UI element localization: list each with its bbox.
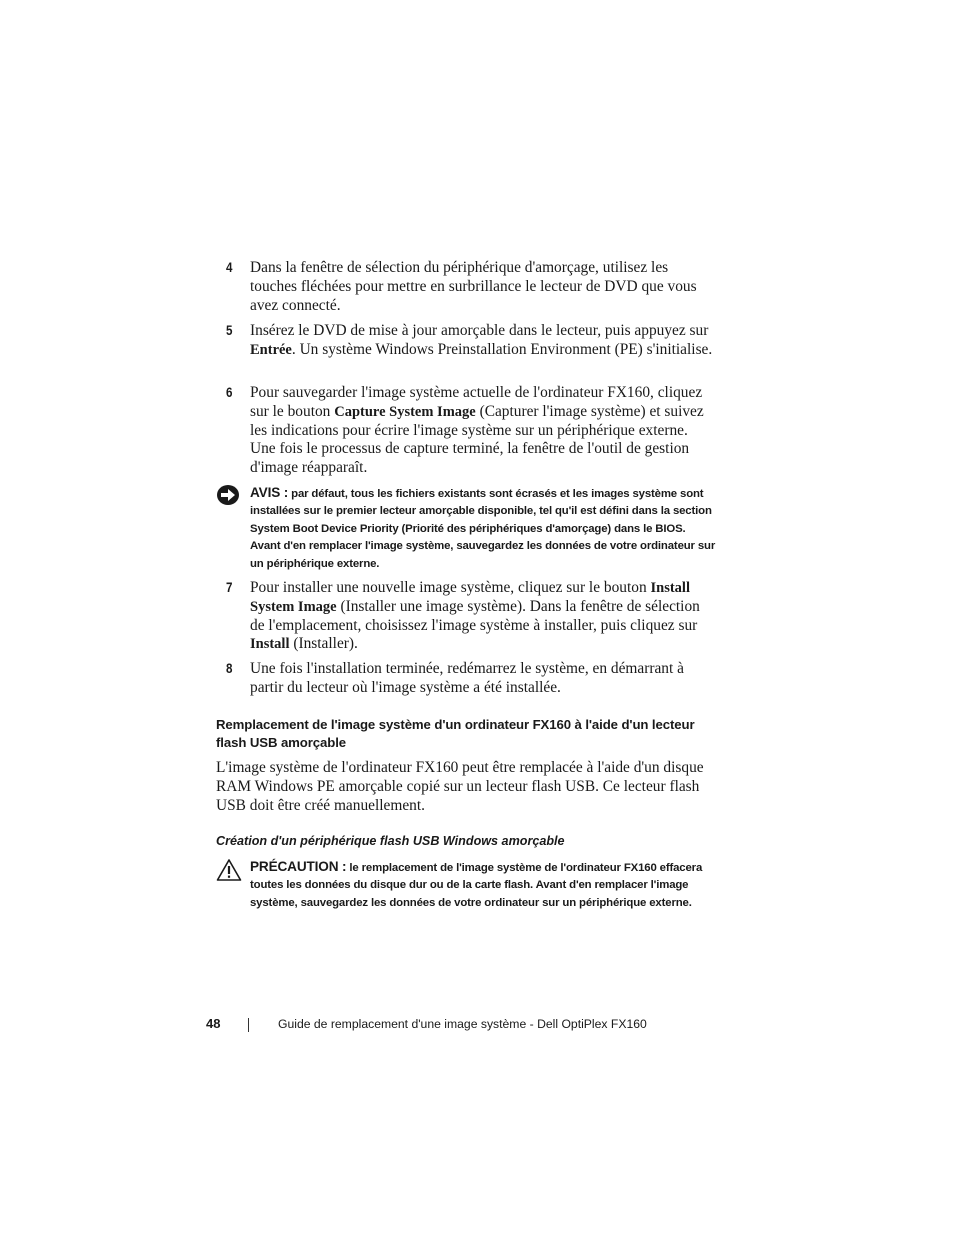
- caution-label: PRÉCAUTION :: [250, 859, 347, 874]
- step-number: 8: [226, 661, 233, 676]
- ui-term-entree: Entrée: [250, 341, 292, 358]
- step-number: 6: [226, 385, 233, 400]
- notice-text: [250, 484, 716, 573]
- step-7: [226, 579, 716, 654]
- section-paragraph: L'image système de l'ordinateur FX160 peut être remplacée à l'aide d'un disque RAM Windows PE amorçable copié sur un lecteur flash USB. Ce lecteur flash USB doit être créé manuellement.: [216, 759, 704, 814]
- step-6: [226, 384, 716, 478]
- step-text: [250, 660, 716, 698]
- step-5: [226, 322, 716, 360]
- ui-term-install: Install: [250, 636, 290, 653]
- step-text-part: (Installer).: [289, 635, 358, 653]
- step-text-content: Une fois l'installation terminée, redémarrez le système, en démarrant à partir du lecteur où l'image système a été installée.: [250, 660, 684, 696]
- step-text: [250, 322, 716, 360]
- step-text: [250, 384, 716, 478]
- page-number: 48: [206, 1016, 221, 1031]
- step-text-content: Dans la fenêtre de sélection du périphérique d'amorçage, utilisez les touches fléchées pour mettre en surbrillance le lecteur de DVD que vous avez connecté.: [250, 259, 697, 314]
- step-number: 5: [226, 323, 233, 338]
- step-8: [226, 660, 716, 698]
- step-text: [250, 259, 716, 315]
- caution-triangle-icon: [216, 858, 242, 887]
- step-number: 7: [226, 580, 233, 595]
- caution-text: [250, 858, 716, 912]
- step-text-part: Pour installer une nouvelle image système, cliquez sur le bouton: [250, 579, 651, 596]
- step-text-part: Pour sauvegarder l'image système actuelle de l'ordinateur FX160, cliquez sur le bouton: [250, 384, 703, 420]
- step-text-part: Insérez le DVD de mise à jour amorçable dans le lecteur, puis appuyez sur: [250, 322, 709, 339]
- notice-box: [216, 484, 716, 573]
- caution-body: le remplacement de l'image système de l'ordinateur FX160 effacera toutes les données du disque dur ou de la carte flash. Avant d'en remplacer l'image système, sauvegardez les données de votre ordinateur sur un périphérique externe.: [250, 862, 703, 909]
- step-text-part: (Capturer l'image système) et suivez les indications pour écrire l'image système sur un périphérique externe. Une fois le processus de capture terminé, la fenêtre de l'outil de gestion d'image réapparaît.: [250, 402, 704, 477]
- caution-box: [216, 858, 716, 912]
- page-footer: [206, 1016, 726, 1036]
- section-heading: Remplacement de l'image système d'un ordinateur FX160 à l'aide d'un lecteur flash USB amorçable: [216, 717, 695, 750]
- step-text-part: (Installer une image système). Dans la fenêtre de sélection de l'emplacement, choisissez l'image système à installer, puis cliquez sur: [250, 597, 700, 634]
- notice-icon: [216, 484, 240, 511]
- subsection-heading: Création d'un périphérique flash USB Windows amorçable: [216, 834, 565, 848]
- notice-body: par défaut, tous les fichiers existants sont écrasés et les images système sont installées sur le premier lecteur amorçable disponible, tel qu'il est défini dans la section System Boot Device Priority (Priorité des périphériques d'amorçage) dans le BIOS. Avant d'en remplacer l'image système, sauvegardez les données de votre ordinateur sur un périphérique externe.: [250, 488, 716, 570]
- step-text-part: . Un système Windows Preinstallation Environment (PE) s'initialise.: [291, 340, 713, 358]
- step-4: [226, 259, 716, 315]
- notice-label: AVIS :: [250, 485, 289, 500]
- ui-term-capture-system-image: Capture System Image: [334, 403, 476, 420]
- step-number: 4: [226, 260, 233, 275]
- ui-term-install-system-image: Install System Image: [250, 580, 690, 615]
- step-text: [250, 579, 716, 654]
- footer-divider: [248, 1018, 249, 1032]
- footer-title: Guide de remplacement d'une image système - Dell OptiPlex FX160: [278, 1017, 647, 1031]
